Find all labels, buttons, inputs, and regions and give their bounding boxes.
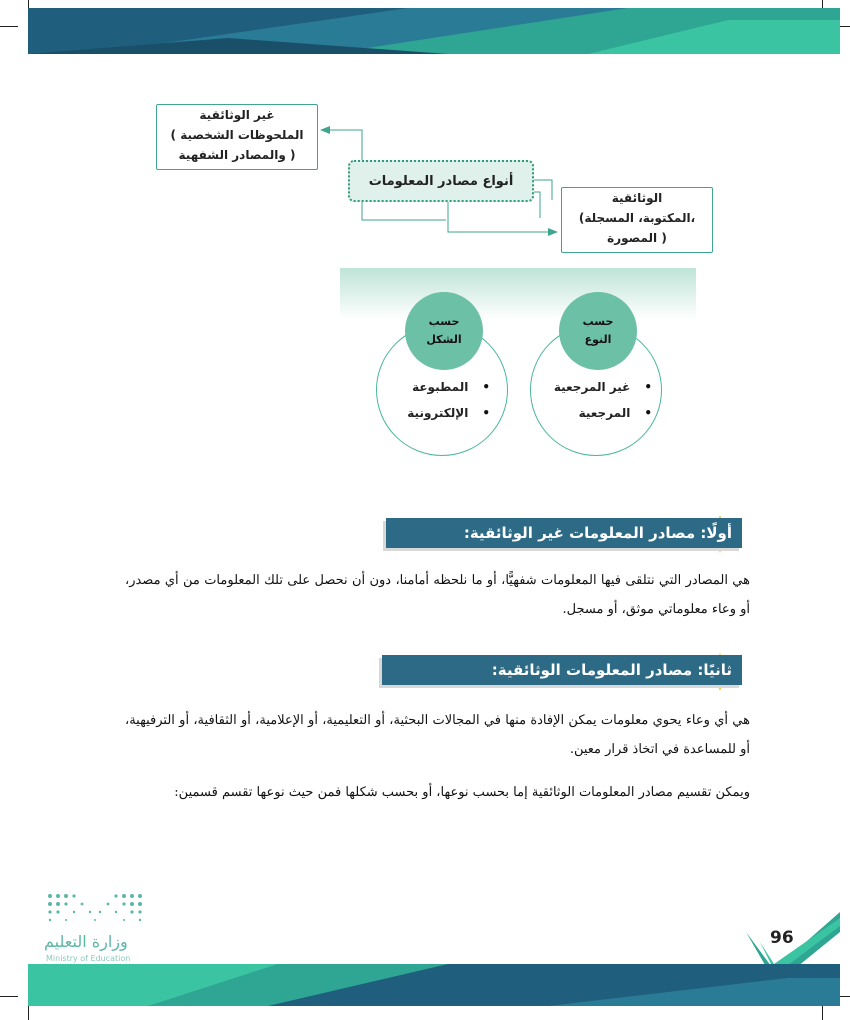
by-form-line1: حسب <box>428 315 460 328</box>
documentary-line2: (المكتوبة، المسجلة، <box>578 211 696 225</box>
diagram-gradient-band <box>340 268 696 320</box>
page-number: 96 <box>770 928 794 948</box>
by-type-line2: النوع <box>584 333 612 346</box>
non-documentary-title: غير الوثائقية <box>199 108 275 122</box>
section-heading-text: ثانيًا: مصادر المعلومات الوثائقية: <box>491 661 732 679</box>
crop-mark <box>822 1004 823 1020</box>
non-documentary-line2: ( الملحوظات الشخصية <box>170 128 304 142</box>
center-label: أنواع مصادر المعلومات <box>368 173 514 189</box>
ministry-logo-arabic: وزارة التعليم <box>44 932 128 951</box>
section-heading-documentary <box>382 655 742 685</box>
info-source-types-box <box>348 160 534 202</box>
ministry-logo-english: Ministry of Education <box>46 954 131 963</box>
by-type-list <box>540 374 652 426</box>
paragraph-documentary-definition: هي أي وعاء يحوي معلومات يمكن الإفادة منها في المجالات البحثية، أو التعليمية، أو الإعلامية، أو الثقافية، أو الترفيهية، أو للمساعدة في اتخاذ قرار معين. <box>125 713 750 757</box>
list-item: • غير المرجعية <box>540 374 652 400</box>
documentary-title: الوثائقية <box>611 191 663 205</box>
non-documentary-box <box>156 104 318 170</box>
diagram-connectors <box>0 0 850 300</box>
list-item: • الإلكترونية <box>394 400 490 426</box>
by-type-line1: حسب <box>582 315 614 328</box>
ministry-logo-icon <box>46 892 146 924</box>
non-documentary-line3: والمصادر الشفهية ) <box>178 148 296 162</box>
by-form-list <box>394 374 490 426</box>
by-form-badge <box>405 292 483 370</box>
section-heading-non-documentary <box>386 518 742 548</box>
paragraph-documentary-division: ويمكن تقسيم مصادر المعلومات الوثائقية إما بحسب نوعها، أو بحسب شكلها فمن حيث نوعها تقسم قسمين: <box>174 785 750 800</box>
crop-mark <box>28 1004 29 1020</box>
footer-band <box>28 964 840 1006</box>
paragraph-non-documentary: هي المصادر التي نتلقى فيها المعلومات شفهيًّا، أو ما نلحظه أمامنا، دون أن نحصل على تلك المعلومات من أي مصدر، أو وعاء معلوماتي موثق، أو مسجل. <box>125 573 750 617</box>
by-form-line2: الشكل <box>426 333 462 346</box>
section-heading-text: أولًا: مصادر المعلومات غير الوثائقية: <box>463 524 732 542</box>
documentary-box <box>561 187 713 253</box>
list-item: • المطبوعة <box>394 374 490 400</box>
documentary-line3: المصورة ) <box>607 231 667 245</box>
by-type-badge <box>559 292 637 370</box>
crop-mark <box>0 996 18 997</box>
list-item: • المرجعية <box>540 400 652 426</box>
